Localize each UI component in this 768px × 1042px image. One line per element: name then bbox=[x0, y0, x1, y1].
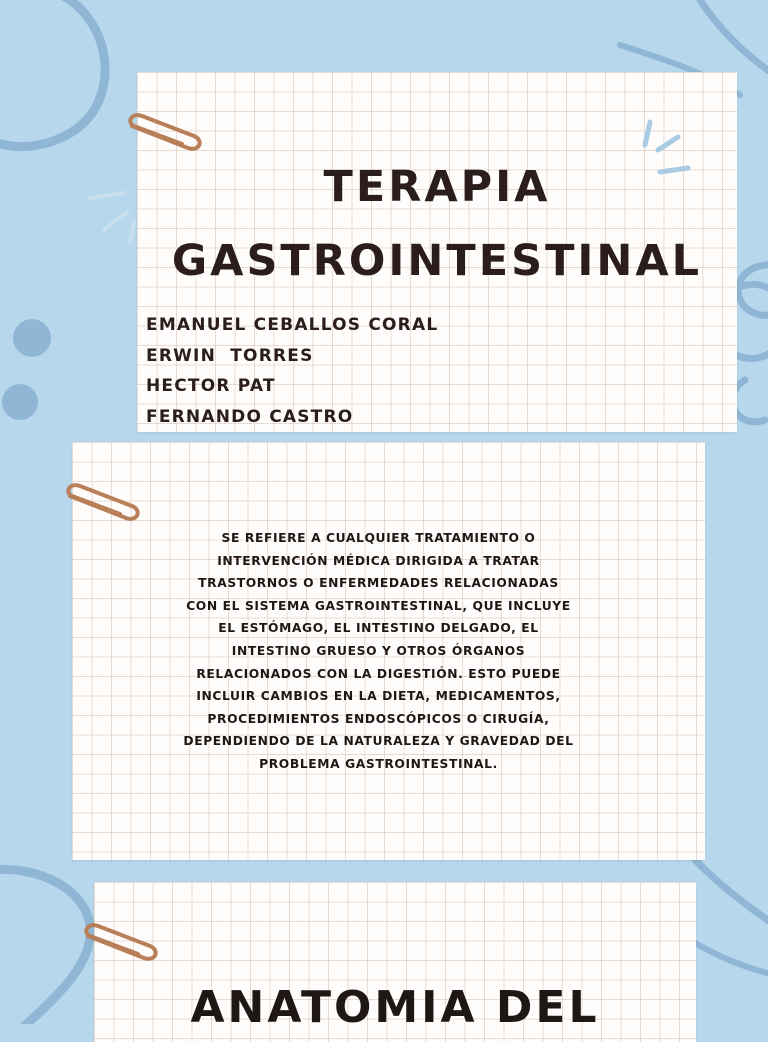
author-name: EMANUEL CEBALLOS CORAL bbox=[146, 315, 439, 335]
sparkle-decoration bbox=[90, 193, 134, 242]
anatomy-title: ANATOMIA DEL bbox=[190, 982, 600, 1033]
author-name: ERWIN TORRES bbox=[146, 345, 314, 366]
paperclip-icon bbox=[62, 482, 142, 524]
swirl-decoration bbox=[690, 940, 768, 975]
dot-decoration bbox=[13, 319, 51, 357]
definition-sheet bbox=[72, 442, 705, 860]
cover-title: TERAPIA GASTROINTESTINAL bbox=[171, 162, 703, 286]
author-list bbox=[146, 310, 438, 432]
author-name: HECTOR PAT bbox=[146, 376, 276, 396]
dot-decoration bbox=[2, 384, 38, 420]
definition-text: SE REFIERE A CUALQUIER TRATAMIENTO O INTERVENCIÓN MÉDICA DIRIGIDA A TRATAR TRASTORNOS O ENFERMEDADES RELACIONADAS CON EL SISTEMA GASTROINTESTINAL, QUE INCLUYE EL ESTÓMAGO, EL INTESTINO DELGADO, EL INTESTINO GRUESO Y OTROS ÓRGANOS RELACIONADOS CON LA DIGESTIÓN. ESTO PUEDE INCLUIR CAMBIOS EN LA DIETA, MEDICAMENTOS, PROCEDIMIENTOS ENDOSCÓPICOS O CIRUGÍA, DEPENDIENDO DE LA NATURALEZA Y GRAVEDAD DEL PROBLEMA GASTROINTESTINAL. bbox=[183, 531, 574, 771]
paperclip-icon bbox=[80, 922, 160, 964]
swirl-decoration bbox=[700, 0, 768, 75]
cover-sheet bbox=[137, 72, 737, 432]
swirl-decoration bbox=[0, 0, 105, 147]
paperclip-icon bbox=[124, 112, 204, 154]
author-name: FERNANDO CASTRO bbox=[146, 406, 354, 427]
swirl-decoration bbox=[0, 869, 90, 1024]
anatomy-sheet bbox=[94, 882, 696, 1042]
swirl-decoration bbox=[695, 860, 768, 925]
